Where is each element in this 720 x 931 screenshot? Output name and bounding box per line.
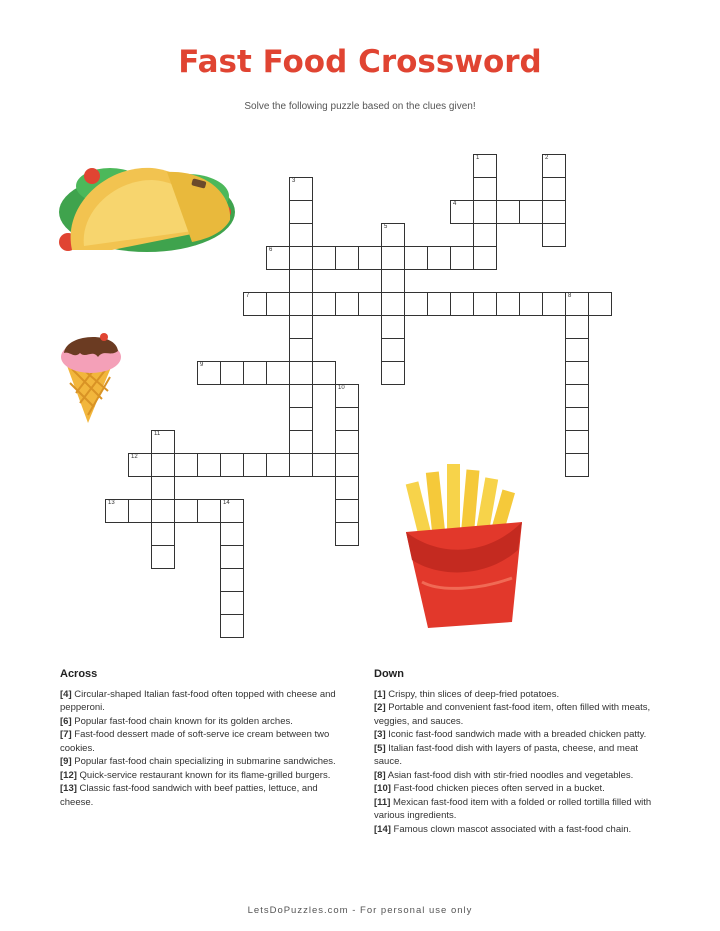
across-clue <box>60 688 350 715</box>
clue-number: [6] <box>60 715 72 727</box>
clue-text: Famous clown mascot associated with a fast-food chain. <box>390 823 632 835</box>
clue-text: Italian fast-food dish with layers of pasta, cheese, and meat sauce. <box>374 742 639 767</box>
clue-number: [2] <box>374 702 386 713</box>
grid-cell[interactable] <box>266 453 290 477</box>
grid-cell[interactable] <box>565 292 589 316</box>
cell-clue-number: 6 <box>269 247 273 253</box>
grid-cell[interactable] <box>450 200 474 224</box>
grid-cell[interactable] <box>496 292 520 316</box>
grid-cell[interactable] <box>427 246 451 270</box>
grid-cell[interactable] <box>197 499 221 523</box>
down-clue <box>374 823 664 837</box>
cell-clue-number: 1 <box>476 155 480 161</box>
grid-cell[interactable] <box>335 292 359 316</box>
grid-cell[interactable] <box>542 200 566 224</box>
puzzle-subtitle: Solve the following puzzle based on the clues given! <box>244 101 476 112</box>
grid-cell[interactable] <box>381 246 405 270</box>
grid-cell[interactable] <box>220 499 244 523</box>
grid-cell[interactable] <box>312 453 336 477</box>
grid-cell[interactable] <box>266 246 290 270</box>
cell-clue-number: 2 <box>545 155 549 161</box>
down-clue <box>374 701 664 728</box>
grid-cell[interactable] <box>335 476 359 500</box>
grid-cell[interactable] <box>128 453 152 477</box>
grid-cell[interactable] <box>542 223 566 247</box>
clue-number: [12] <box>60 769 77 781</box>
grid-cell[interactable] <box>496 200 520 224</box>
down-clues <box>374 668 664 836</box>
across-clue <box>60 728 350 755</box>
cell-clue-number: 9 <box>200 362 204 368</box>
cell-clue-number: 14 <box>223 500 230 506</box>
grid-cell[interactable] <box>381 292 405 316</box>
clue-text: Popular fast-food chain specializing in submarine sandwiches. <box>71 756 336 767</box>
clue-text: Asian fast-food dish with stir-fried noodles and vegetables. <box>385 769 634 781</box>
grid-cell[interactable] <box>588 292 612 316</box>
down-heading: Down <box>374 668 404 680</box>
footer-text: LetsDoPuzzles.com - For personal use only <box>247 905 473 916</box>
grid-cell[interactable] <box>427 292 451 316</box>
grid-cell[interactable] <box>128 499 152 523</box>
grid-cell[interactable] <box>105 499 129 523</box>
grid-cell[interactable] <box>243 453 267 477</box>
grid-cell[interactable] <box>542 177 566 201</box>
grid-cell[interactable] <box>220 568 244 592</box>
clue-number: [1] <box>374 688 386 700</box>
grid-cell[interactable] <box>312 292 336 316</box>
clue-number: [5] <box>374 742 386 754</box>
grid-cell[interactable] <box>174 453 198 477</box>
taco-illustration <box>52 150 242 260</box>
grid-cell[interactable] <box>565 430 589 454</box>
grid-cell[interactable] <box>289 384 313 408</box>
grid-cell[interactable] <box>151 545 175 569</box>
clue-text: Iconic fast-food sandwich made with a breaded chicken patty. <box>385 729 647 740</box>
clue-text: Fast-food chicken pieces often served in a bucket. <box>390 783 605 794</box>
clue-number: [10] <box>374 783 391 794</box>
down-clue <box>374 688 664 702</box>
grid-cell[interactable] <box>404 292 428 316</box>
grid-cell[interactable] <box>289 292 313 316</box>
down-clue <box>374 796 664 823</box>
grid-cell[interactable] <box>381 223 405 247</box>
grid-cell[interactable] <box>450 292 474 316</box>
grid-cell[interactable] <box>243 292 267 316</box>
grid-cell[interactable] <box>473 223 497 247</box>
grid-cell[interactable] <box>335 453 359 477</box>
grid-cell[interactable] <box>335 407 359 431</box>
ice-cream-cone-illustration <box>58 325 124 425</box>
grid-cell[interactable] <box>404 246 428 270</box>
grid-cell[interactable] <box>289 315 313 339</box>
grid-cell[interactable] <box>450 246 474 270</box>
grid-cell[interactable] <box>289 407 313 431</box>
grid-cell[interactable] <box>289 269 313 293</box>
grid-cell[interactable] <box>335 522 359 546</box>
grid-cell[interactable] <box>335 246 359 270</box>
grid-cell[interactable] <box>565 315 589 339</box>
grid-cell[interactable] <box>151 430 175 454</box>
grid-cell[interactable] <box>473 177 497 201</box>
across-clue <box>60 769 350 783</box>
grid-cell[interactable] <box>220 522 244 546</box>
grid-cell[interactable] <box>565 453 589 477</box>
grid-cell[interactable] <box>151 522 175 546</box>
across-clues <box>60 668 350 809</box>
grid-cell[interactable] <box>335 384 359 408</box>
cell-clue-number: 8 <box>568 293 572 299</box>
grid-cell[interactable] <box>565 338 589 362</box>
grid-cell[interactable] <box>197 361 221 385</box>
grid-cell[interactable] <box>565 407 589 431</box>
grid-cell[interactable] <box>381 269 405 293</box>
clue-text: Circular-shaped Italian fast-food often topped with cheese and pepperoni. <box>60 688 336 713</box>
grid-cell[interactable] <box>473 200 497 224</box>
grid-cell[interactable] <box>289 453 313 477</box>
cell-clue-number: 5 <box>384 224 388 230</box>
grid-cell[interactable] <box>289 223 313 247</box>
down-clue <box>374 742 664 769</box>
grid-cell[interactable] <box>312 361 336 385</box>
clue-text: Portable and convenient fast-food item, often filled with meats, veggies, and sauces. <box>374 702 651 727</box>
grid-cell[interactable] <box>151 476 175 500</box>
grid-cell[interactable] <box>381 315 405 339</box>
across-clue <box>60 715 350 729</box>
grid-cell[interactable] <box>220 453 244 477</box>
cell-clue-number: 12 <box>131 454 138 460</box>
clue-text: Popular fast-food chain known for its golden arches. <box>71 715 293 727</box>
grid-cell[interactable] <box>289 177 313 201</box>
grid-cell[interactable] <box>312 246 336 270</box>
grid-cell[interactable] <box>266 292 290 316</box>
cell-clue-number: 11 <box>154 431 161 437</box>
grid-cell[interactable] <box>266 361 290 385</box>
grid-cell[interactable] <box>335 430 359 454</box>
grid-cell[interactable] <box>358 292 382 316</box>
grid-cell[interactable] <box>289 246 313 270</box>
grid-cell[interactable] <box>565 361 589 385</box>
down-clue <box>374 769 664 783</box>
grid-cell[interactable] <box>473 154 497 178</box>
grid-cell[interactable] <box>473 246 497 270</box>
clue-text: Mexican fast-food item with a folded or rolled tortilla filled with various ingredients. <box>374 796 652 821</box>
across-heading: Across <box>60 668 98 680</box>
cell-clue-number: 13 <box>108 500 115 506</box>
grid-cell[interactable] <box>289 361 313 385</box>
grid-cell[interactable] <box>220 545 244 569</box>
down-clue <box>374 728 664 742</box>
clue-number: [13] <box>60 783 77 794</box>
clue-text: Classic fast-food sandwich with beef patties, lettuce, and cheese. <box>60 783 318 808</box>
clue-text: Crispy, thin slices of deep-fried potatoes. <box>385 688 560 700</box>
grid-cell[interactable] <box>289 200 313 224</box>
cell-clue-number: 4 <box>453 201 457 207</box>
clue-number: [7] <box>60 729 72 740</box>
across-clue <box>60 782 350 809</box>
grid-cell[interactable] <box>243 361 267 385</box>
down-clue <box>374 782 664 796</box>
clue-number: [14] <box>374 823 391 835</box>
grid-cell[interactable] <box>151 499 175 523</box>
clue-text: Quick-service restaurant known for its flame-grilled burgers. <box>76 769 331 781</box>
across-clue <box>60 755 350 769</box>
cell-clue-number: 7 <box>246 293 250 299</box>
grid-cell[interactable] <box>473 292 497 316</box>
cell-clue-number: 3 <box>292 178 296 184</box>
grid-cell[interactable] <box>151 453 175 477</box>
french-fries-illustration <box>400 462 528 630</box>
grid-cell[interactable] <box>220 614 244 638</box>
grid-cell[interactable] <box>174 499 198 523</box>
puzzle-title: Fast Food Crossword <box>178 44 542 80</box>
grid-cell[interactable] <box>381 338 405 362</box>
clue-number: [3] <box>374 729 386 740</box>
grid-cell[interactable] <box>358 246 382 270</box>
grid-cell[interactable] <box>289 338 313 362</box>
grid-cell[interactable] <box>519 200 543 224</box>
grid-cell[interactable] <box>289 430 313 454</box>
grid-cell[interactable] <box>565 384 589 408</box>
clue-number: [9] <box>60 756 72 767</box>
grid-cell[interactable] <box>197 453 221 477</box>
grid-cell[interactable] <box>220 361 244 385</box>
clue-number: [8] <box>374 769 386 781</box>
clue-text: Fast-food dessert made of soft-serve ice cream between two cookies. <box>60 729 330 754</box>
grid-cell[interactable] <box>542 154 566 178</box>
clue-number: [4] <box>60 688 72 700</box>
grid-cell[interactable] <box>542 292 566 316</box>
grid-cell[interactable] <box>220 591 244 615</box>
cell-clue-number: 10 <box>338 385 345 391</box>
grid-cell[interactable] <box>335 499 359 523</box>
grid-cell[interactable] <box>381 361 405 385</box>
grid-cell[interactable] <box>519 292 543 316</box>
clue-number: [11] <box>374 796 391 808</box>
